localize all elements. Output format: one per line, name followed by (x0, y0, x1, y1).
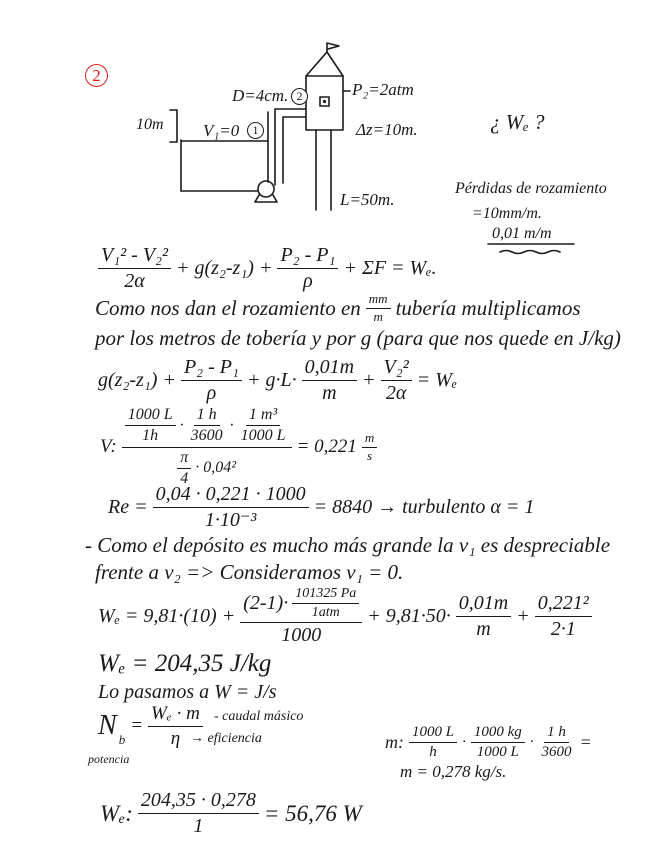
hour-conversion-denominator: 3600 (190, 427, 223, 445)
power-annotation: potencia (88, 752, 130, 766)
convert-note: Lo pasamos a W = J/s (98, 681, 277, 703)
velocity-label: V: (100, 436, 117, 458)
energy-eq-start: g(z₂-z₁) + (98, 369, 176, 391)
work-eq-loss-factor (456, 592, 511, 641)
energy-eq-kinetic-numerator: V₂² (381, 356, 412, 381)
mass-flow-annotation: - caudal másico (214, 709, 304, 724)
mass-flow-hour-factor (539, 724, 575, 762)
hour-conversion-numerator: 1 h (194, 406, 220, 426)
note-friction-line-1 (95, 292, 581, 325)
bernoulli-tail: + ΣF = Wₑ. (343, 257, 437, 279)
multiply-dot: · (462, 734, 466, 751)
pipe-wall-inner (283, 117, 306, 183)
final-fraction (138, 789, 259, 838)
four: 4 (180, 470, 189, 488)
hour-conversion-factor (188, 406, 226, 446)
energy-balance-equation (98, 356, 457, 405)
work-eq-kinetic-denominator: 2·1 (550, 618, 576, 641)
pressure-term-denominator: ρ (303, 270, 313, 292)
work-eq-kinetic-numerator: 0,221² (535, 592, 592, 617)
pressure-term-numerator: P₂ - P₁ (277, 244, 338, 269)
note-tank-line-1: - Como el depósito es mucho más grande la v₁ es despreciable (85, 533, 611, 557)
final-label: Wₑ: (100, 800, 133, 826)
tank-height-label: 10m (136, 116, 164, 133)
mass-flow-rate-numerator: 1000 L (409, 724, 457, 743)
energy-eq-pressure-numerator: P₂ - P₁ (181, 356, 242, 381)
energy-eq-tail: = Wₑ (416, 369, 458, 391)
work-eq-loss-prefix: + 9,81·50· (367, 605, 451, 628)
pressure-work-term (240, 586, 362, 647)
velocity-fraction (122, 406, 292, 489)
friction-losses-converted: 0,01 m/m (492, 225, 552, 242)
reynolds-numerator: 0,04 · 0,221 · 1000 (153, 483, 309, 508)
pump-icon (255, 181, 277, 202)
note-friction-line-2: por los metros de tobería y por g (para que nos quede en J/kg) (95, 326, 621, 350)
velocity-unit-denominator: s (367, 447, 373, 463)
pump-work-equation (98, 586, 592, 647)
atm-conversion-denominator: 1atm (311, 605, 340, 621)
bernoulli-equation (98, 244, 436, 293)
density-denominator: 1000 L (476, 744, 519, 761)
power-denominator: η (170, 727, 181, 749)
mass-flow-hour-numerator: 1 h (544, 724, 569, 743)
mass-flow-equals: = (579, 732, 592, 753)
energy-eq-plus: + (362, 369, 376, 391)
mass-flow-rate-factor (409, 724, 457, 762)
volume-conversion-numerator: 1 m³ (246, 406, 280, 426)
work-eq-loss-numerator: 0,01m (456, 592, 511, 617)
multiply-dot: · (529, 734, 534, 751)
work-eq-start: Wₑ = 9,81·(10) + (98, 605, 236, 628)
power-symbol: N (98, 710, 117, 742)
mass-flow-equation (385, 724, 592, 762)
tower-flag (327, 43, 339, 52)
v1-label: V₁=0 (203, 121, 240, 140)
kinetic-term-denominator: 2α (124, 270, 145, 292)
system-diagram (0, 0, 655, 260)
energy-eq-kinetic-term (381, 356, 412, 405)
mass-flow-hour-denominator: 3600 (541, 744, 572, 761)
volume-conversion-denominator: 1000 L (240, 427, 286, 445)
velocity-unit-numerator: m (362, 431, 377, 448)
energy-eq-pressure-denominator: ρ (206, 382, 217, 404)
friction-losses-value: =10mm/m. (472, 205, 542, 222)
pi-symbol: π (177, 449, 191, 469)
density-numerator: 1000 kg (471, 724, 525, 743)
energy-eq-loss-factor (302, 356, 357, 405)
note-friction-text-start: Como nos dan el rozamiento en (95, 295, 361, 320)
mass-flow-label: m: (385, 732, 404, 753)
atm-conversion-factor (292, 586, 359, 621)
problem-number: 2 (85, 64, 108, 87)
reynolds-equation (108, 483, 534, 532)
power-equals: = (130, 715, 144, 737)
power-formula (98, 703, 203, 750)
work-eq-kinetic-term (535, 592, 592, 641)
final-numerator: 204,35 · 0,278 (138, 789, 259, 814)
pipe-wall-outer (275, 109, 306, 185)
flow-rate-numerator: 1000 L (125, 406, 176, 426)
pressure-difference: (2-1)· (243, 592, 289, 615)
velocity-result: = 0,221 (296, 436, 357, 458)
point-1-marker: 1 (247, 122, 264, 139)
friction-losses-title: Pérdidas de rozamiento (455, 180, 607, 197)
work-eq-plus: + (516, 605, 530, 628)
unknown-work-label: ¿ Wₑ ? (490, 110, 545, 134)
energy-eq-kinetic-denominator: 2α (385, 382, 407, 404)
power-subscript: b (118, 731, 126, 747)
flow-rate-factor (125, 406, 176, 446)
energy-eq-loss-denominator: m (322, 382, 337, 404)
friction-unit-numerator: mm (366, 292, 391, 309)
multiply-dot: · (229, 416, 234, 434)
reynolds-label: Re = (108, 496, 148, 518)
flow-rate-denominator: 1h (142, 427, 159, 445)
friction-unit-denominator: m (373, 308, 383, 324)
kinetic-term (98, 244, 171, 293)
pump-base (255, 195, 277, 202)
velocity-numerator (122, 406, 292, 448)
friction-unit (366, 292, 391, 325)
energy-eq-loss-prefix: + g·L· (246, 369, 297, 391)
work-eq-loss-denominator: m (476, 618, 491, 641)
pressure-term (277, 244, 338, 293)
velocity-equation (100, 406, 377, 489)
volume-conversion-factor (238, 406, 289, 446)
energy-eq-pressure-term (181, 356, 242, 405)
density-factor (471, 724, 525, 762)
pressure-work-numerator (240, 586, 362, 623)
pressure-work-denominator: 1000 (281, 624, 322, 647)
reynolds-result: = 8840 → turbulento α = 1 (313, 496, 535, 518)
note-friction-text-end: tubería multiplicamos (395, 295, 581, 320)
efficiency-annotation: → eficiencia (190, 731, 262, 746)
velocity-unit (362, 431, 377, 464)
reynolds-denominator: 1·10⁻³ (204, 509, 257, 531)
height-difference-label: Δz=10m. (356, 120, 418, 139)
point-2-marker: 2 (291, 88, 308, 105)
kinetic-term-numerator: V₁² - V₂² (98, 244, 171, 269)
losses-underline-wavy (500, 251, 560, 254)
note-tank-line-2: frente a v₂ => Consideramos v₁ = 0. (95, 560, 404, 584)
diameter-label: D=4cm. (232, 86, 289, 105)
atm-conversion-numerator: 101325 Pa (292, 586, 359, 604)
final-power-equation (100, 789, 362, 838)
mass-flow-rate-denominator: h (429, 744, 437, 761)
potential-term: + g(z₂-z₁) + (176, 257, 273, 279)
tower-roof (306, 52, 343, 76)
diameter-squared: · 0,04² (195, 459, 237, 477)
power-numerator: Wₑ · m (148, 703, 203, 727)
final-result: = 56,76 W (263, 800, 362, 826)
mass-flow-result: m = 0,278 kg/s. (400, 762, 507, 781)
tower-window-dot (323, 100, 326, 103)
work-result: Wₑ = 204,35 J/kg (98, 650, 272, 677)
pump-rotor (258, 181, 274, 197)
reynolds-fraction (153, 483, 309, 532)
outlet-pressure-label: P₂=2atm (352, 80, 414, 99)
energy-eq-loss-numerator: 0,01m (302, 356, 357, 381)
multiply-dot: · (179, 416, 184, 434)
final-denominator: 1 (193, 815, 204, 837)
height-bracket (170, 110, 177, 142)
pipe-length-label: L=50m. (340, 190, 395, 209)
